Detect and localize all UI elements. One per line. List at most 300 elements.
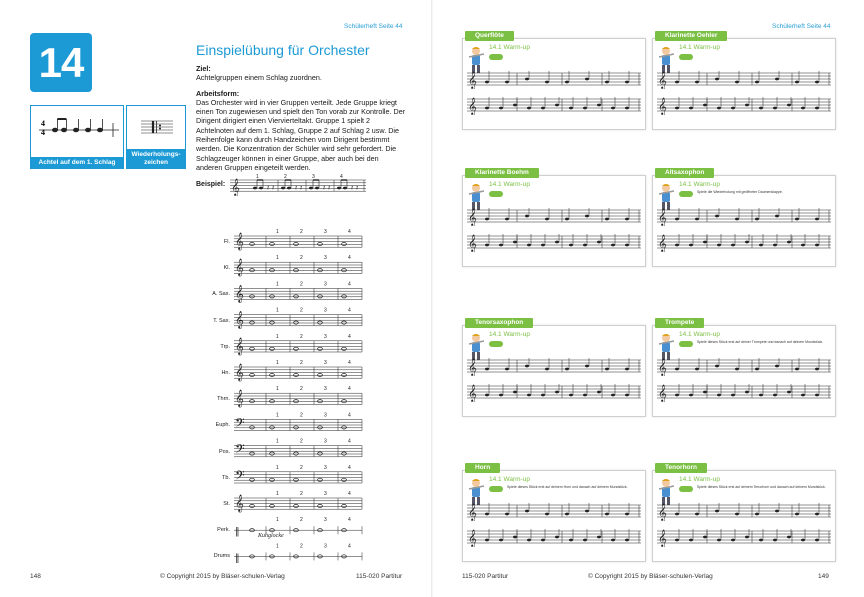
- note: [485, 368, 489, 371]
- instrument-label: Euph.: [215, 422, 230, 429]
- note: [745, 536, 749, 539]
- note: [597, 104, 601, 107]
- note: [583, 394, 587, 397]
- note: [625, 81, 629, 84]
- instrument-label: Thrn.: [217, 396, 230, 403]
- beat-number: 2: [300, 438, 303, 445]
- note: [485, 244, 489, 247]
- treble-clef-icon: 𝄞: [468, 97, 477, 115]
- clef-icon: 𝄞: [235, 232, 244, 250]
- concept-eighths-first-beat: [30, 105, 124, 169]
- whole-note: [342, 504, 347, 507]
- exercise-staff: [467, 503, 641, 521]
- instrument-label: Tb.: [222, 474, 230, 481]
- right-page: [432, 0, 864, 597]
- score-staff: [234, 465, 362, 486]
- clef-icon: 𝄢: [235, 441, 245, 460]
- rest-icon: 𝄽: [356, 185, 359, 192]
- whole-note: [342, 347, 347, 350]
- exercise-staff: [467, 208, 641, 226]
- note: [717, 107, 721, 110]
- note: [815, 81, 819, 84]
- beat-number: 3: [324, 255, 327, 262]
- beat-number: 3: [324, 360, 327, 366]
- note: [545, 368, 549, 371]
- whole-note: [318, 373, 323, 376]
- note: [625, 218, 629, 221]
- treble-clef-icon: 𝄞: [658, 384, 667, 402]
- whole-note: [342, 295, 347, 298]
- whole-note: [342, 478, 347, 481]
- beat-number: 3: [324, 333, 327, 340]
- instrument-name: Trompete: [655, 318, 704, 328]
- whole-note: [270, 321, 275, 324]
- exercise-instruction: Spiele dieses Stück erst auf deinem Tenorhorn und danach auf deinem Mundstück.: [697, 485, 826, 489]
- instrument-label: Kl.: [223, 265, 230, 272]
- warmup-title: 14.1 Warm-up: [679, 181, 720, 188]
- note: [759, 244, 763, 247]
- note: [499, 244, 503, 247]
- note: [565, 81, 569, 84]
- goal-label: Ziel:: [196, 64, 211, 73]
- copyright-right: © Copyright 2015 by Bläser-schulen-Verlag: [588, 573, 713, 580]
- note: [689, 539, 693, 542]
- note: [703, 104, 707, 107]
- instrument-card: [462, 32, 646, 130]
- note: [695, 218, 699, 221]
- instrument-label: Perk.: [217, 527, 230, 534]
- warmup-title: 14.1 Warm-up: [489, 476, 530, 483]
- whole-note: [250, 504, 255, 507]
- concept-label: Wiederholungs-zeichen: [127, 149, 185, 168]
- beat-number: 2: [300, 517, 303, 524]
- note: [715, 365, 719, 368]
- audio-cd-icon: [489, 341, 503, 347]
- note: [513, 391, 517, 394]
- note: [499, 539, 503, 542]
- beat-number: 2: [300, 412, 303, 419]
- note: [569, 107, 573, 110]
- warmup-title: 14.1 Warm-up: [679, 476, 720, 483]
- beat-number: 3: [324, 281, 327, 288]
- note: [745, 104, 749, 107]
- beat-number: 2: [300, 464, 303, 471]
- note: [513, 104, 517, 107]
- note: [773, 394, 777, 397]
- repeat-sign-icon: [127, 106, 185, 150]
- clef-icon: 𝄢: [235, 467, 245, 486]
- beat-number: 3: [324, 412, 327, 419]
- instrument-card: [652, 169, 836, 267]
- beat-number: 1: [276, 464, 279, 471]
- instrument-card: [462, 319, 646, 417]
- note: [545, 218, 549, 221]
- note: [527, 107, 531, 110]
- note: [505, 218, 509, 221]
- note: [555, 104, 559, 107]
- beat-number: 1: [276, 412, 279, 419]
- eighth-note: [259, 187, 263, 190]
- instrument-card: [652, 32, 836, 130]
- beat-number: 1: [276, 386, 279, 393]
- note: [801, 244, 805, 247]
- note: [775, 215, 779, 218]
- beat-number: 4: [348, 255, 351, 262]
- exercise-staff: [467, 97, 641, 115]
- note: [695, 368, 699, 371]
- whole-note: [342, 321, 347, 324]
- note: [605, 368, 609, 371]
- note: [715, 510, 719, 513]
- treble-clef-icon: 𝄞: [231, 178, 240, 196]
- svg-text:4: 4: [41, 128, 45, 137]
- note: [505, 368, 509, 371]
- note: [583, 539, 587, 542]
- svg-text:4: 4: [41, 119, 45, 128]
- whole-note: [294, 504, 299, 507]
- note: [555, 536, 559, 539]
- note: [695, 81, 699, 84]
- note: [815, 107, 819, 110]
- concept-boxes: [30, 105, 186, 169]
- note: [555, 241, 559, 244]
- whole-note: [318, 321, 323, 324]
- audio-cd-icon: [489, 191, 503, 197]
- score-staff: [234, 491, 362, 512]
- whole-note: [250, 426, 255, 429]
- treble-clef-icon: 𝄞: [658, 358, 667, 376]
- beat-number: 4: [348, 360, 351, 366]
- rest-icon: 𝄽: [295, 185, 298, 192]
- beat-number: 3: [324, 464, 327, 471]
- note: [801, 107, 805, 110]
- beat-number: 2: [300, 229, 303, 235]
- note: [597, 391, 601, 394]
- treble-clef-icon: 𝄞: [658, 208, 667, 226]
- exercise-staff: [467, 71, 641, 89]
- note: [625, 539, 629, 542]
- treble-clef-icon: 𝄞: [658, 97, 667, 115]
- note: [505, 513, 509, 516]
- note: [787, 536, 791, 539]
- page-number-left: 148: [30, 573, 41, 580]
- score-staff: [234, 334, 362, 355]
- example-staff: [196, 174, 371, 196]
- whole-note: [342, 242, 347, 245]
- note: [485, 81, 489, 84]
- note: [525, 215, 529, 218]
- instrument-name: Tenorhorn: [655, 463, 707, 473]
- note: [715, 215, 719, 218]
- score-staff: [234, 360, 362, 381]
- beat-number: 4: [348, 412, 351, 419]
- instrument-label: Trp.: [220, 343, 230, 350]
- note: [485, 513, 489, 516]
- note: [675, 539, 679, 542]
- note: [597, 241, 601, 244]
- beat-number: 2: [300, 543, 303, 550]
- note: [605, 218, 609, 221]
- audio-cd-icon: [679, 486, 693, 492]
- note: [795, 513, 799, 516]
- note: [717, 539, 721, 542]
- treble-clef-icon: 𝄞: [658, 234, 667, 252]
- warmup-title: 14.1 Warm-up: [489, 44, 530, 51]
- beat-number: 2: [300, 333, 303, 340]
- note: [485, 539, 489, 542]
- method-label: Arbeitsform:: [196, 88, 240, 98]
- whole-note: [294, 452, 299, 455]
- instrument-label: Fl.: [223, 239, 230, 245]
- note: [585, 510, 589, 513]
- treble-clef-icon: 𝄞: [468, 71, 477, 89]
- instrument-card: [462, 169, 646, 267]
- whole-note: [318, 269, 323, 272]
- score-staff: [234, 386, 362, 407]
- whole-note: [270, 504, 275, 507]
- audio-cd-icon: [489, 486, 503, 492]
- note: [625, 244, 629, 247]
- note: [773, 539, 777, 542]
- beat-number: 4: [348, 229, 351, 235]
- note: [745, 241, 749, 244]
- note: [611, 394, 615, 397]
- beat-number: 1: [276, 255, 279, 262]
- note: [689, 394, 693, 397]
- note: [675, 107, 679, 110]
- note: [703, 536, 707, 539]
- eighth-note: [315, 187, 319, 190]
- whole-note: [318, 478, 323, 481]
- note: [625, 394, 629, 397]
- note: [731, 394, 735, 397]
- whole-note: [294, 426, 299, 429]
- note: [541, 539, 545, 542]
- note: [527, 394, 531, 397]
- whole-note: [250, 269, 255, 272]
- whole-note: [250, 347, 255, 350]
- method-text: Das Orchester wird in vier Gruppen verteilt. Jede Gruppe kriegt einen Ton zugewiesen und spielt den Ton vorab zur Kontrolle. Der Dirigent dirigiert einen Viervierteltakt. Gruppe 1 spielt 2 Achtelnoten auf dem 1. Schlag, Gruppe 2 auf Schlag 2 usw. Die Reihenfolge kann durch Handzeichen vom Dirigent bestimmt werden. Die Konzentration der Schüler wird sehr gefordert. Die Schlagzeuger können in einer Gruppe, aber auch bei den anderen Gruppen eingeteilt werden.: [196, 97, 406, 172]
- note: [541, 394, 545, 397]
- audio-cd-icon: [489, 54, 503, 60]
- rest-icon: 𝄽: [267, 185, 270, 192]
- note: [675, 218, 679, 221]
- beat-number: 1: [276, 543, 279, 550]
- note: [541, 107, 545, 110]
- note: [715, 78, 719, 81]
- example-notation: [230, 174, 370, 196]
- note: [755, 81, 759, 84]
- clef-icon: ‖: [235, 527, 240, 538]
- note: [755, 513, 759, 516]
- warmup-title: 14.1 Warm-up: [679, 331, 720, 338]
- whole-note: [342, 373, 347, 376]
- whole-note: [318, 242, 323, 245]
- treble-clef-icon: 𝄞: [658, 503, 667, 521]
- treble-clef-icon: 𝄞: [468, 208, 477, 226]
- note: [611, 244, 615, 247]
- whole-note: [270, 347, 275, 350]
- goal-text: Achtelgruppen einem Schlag zuordnen.: [196, 73, 322, 83]
- note: [815, 539, 819, 542]
- warmup-title: 14.1 Warm-up: [679, 44, 720, 51]
- note: [525, 510, 529, 513]
- whole-note: [318, 452, 323, 455]
- exercise-staff: [657, 503, 831, 521]
- whole-note: [270, 269, 275, 272]
- score-staff: [234, 517, 362, 540]
- note: [815, 218, 819, 221]
- note: [731, 539, 735, 542]
- note: [703, 391, 707, 394]
- instrument-label: Drums: [213, 553, 230, 560]
- note: [499, 394, 503, 397]
- clef-icon: 𝄞: [235, 284, 244, 303]
- note: [759, 539, 763, 542]
- note: [787, 391, 791, 394]
- instrument-name: Querflöte: [465, 31, 514, 41]
- note: [735, 81, 739, 84]
- eighth-note: [287, 187, 291, 190]
- whole-note: [250, 478, 255, 481]
- beat-number: 1: [276, 491, 279, 497]
- note: [545, 81, 549, 84]
- exercise-instruction: Spiele die Wiederholung mit geöffneter Daumenklappe.: [697, 190, 783, 194]
- note: [625, 107, 629, 110]
- copyright-left: © Copyright 2015 by Bläser-schulen-Verlag: [160, 573, 285, 580]
- note: [513, 536, 517, 539]
- note: [717, 244, 721, 247]
- note: [775, 365, 779, 368]
- exercise-staff: [467, 384, 641, 402]
- treble-clef-icon: 𝄞: [658, 529, 667, 547]
- note: [625, 513, 629, 516]
- whole-note: [342, 400, 347, 403]
- instrument-label: Pos.: [218, 448, 230, 455]
- beat-number: 2: [300, 360, 303, 366]
- whole-note: [342, 269, 347, 272]
- note: [527, 244, 531, 247]
- exercise-staff: [467, 529, 641, 547]
- beat-number: 4: [348, 333, 351, 340]
- instrument-card: [462, 464, 646, 562]
- whole-note: [318, 347, 323, 350]
- rhythm-notation-icon: [31, 106, 123, 150]
- note: [555, 391, 559, 394]
- rest-icon: 𝄽: [323, 185, 326, 192]
- note: [775, 510, 779, 513]
- beat-number: 4: [348, 543, 351, 550]
- score-notation: [232, 224, 372, 564]
- beat-number: 1: [276, 307, 279, 314]
- student-book-reference: Schülerheft Seite 44: [772, 23, 831, 30]
- beat-number: 3: [324, 438, 327, 445]
- edition-code-left: 115-020 Partitur: [356, 573, 403, 580]
- whole-note: [250, 242, 255, 245]
- whole-note: [270, 426, 275, 429]
- beat-number: 4: [348, 386, 351, 393]
- whole-note: [270, 452, 275, 455]
- warmup-title: 14.1 Warm-up: [489, 181, 530, 188]
- instrument-card: [652, 319, 836, 417]
- instrument-label: A. Sax.: [212, 291, 230, 298]
- beat-number: 3: [324, 386, 327, 393]
- note: [801, 539, 805, 542]
- whole-note: [294, 347, 299, 350]
- note: [585, 215, 589, 218]
- note: [585, 78, 589, 81]
- exercise-staff: [467, 358, 641, 376]
- note: [815, 368, 819, 371]
- beat-number: 4: [348, 307, 351, 314]
- instrument-name: Klarinette Boehm: [465, 168, 539, 178]
- instrument-label: Hn.: [221, 370, 230, 376]
- instrument-label: T. Sax.: [213, 317, 230, 324]
- beat-number: 1: [256, 174, 259, 180]
- beat-number: 2: [300, 281, 303, 288]
- beat-number: 2: [300, 255, 303, 262]
- beat-number: 3: [324, 543, 327, 550]
- score-staff: [234, 412, 362, 433]
- exercise-instruction: Spiele dieses Stück erst auf deiner Trompete und danach auf deinem Mundstück.: [697, 340, 824, 344]
- treble-clef-icon: 𝄞: [658, 71, 667, 89]
- orchestra-score: [200, 224, 370, 564]
- score-staff: [234, 439, 362, 460]
- whole-note: [294, 400, 299, 403]
- exercise-staff: [657, 97, 831, 115]
- lesson-description: [196, 64, 406, 172]
- whole-note: [270, 478, 275, 481]
- exercise-staff: [657, 208, 831, 226]
- beat-number: 4: [348, 464, 351, 471]
- whole-note: [318, 426, 323, 429]
- exercise-staff: [657, 529, 831, 547]
- note: [545, 513, 549, 516]
- note: [675, 244, 679, 247]
- exercise-staff: [657, 71, 831, 89]
- whole-note: [294, 373, 299, 376]
- treble-clef-icon: 𝄞: [468, 234, 477, 252]
- student-book-reference: Schülerheft Seite 44: [344, 23, 403, 30]
- whole-note: [270, 295, 275, 298]
- beat-number: 4: [348, 438, 351, 445]
- treble-clef-icon: 𝄞: [468, 384, 477, 402]
- treble-clef-icon: 𝄞: [468, 529, 477, 547]
- note: [565, 513, 569, 516]
- note: [787, 241, 791, 244]
- note: [525, 78, 529, 81]
- note: [815, 244, 819, 247]
- note: [583, 107, 587, 110]
- beat-number: 2: [300, 386, 303, 393]
- note: [611, 107, 615, 110]
- note: [735, 368, 739, 371]
- note: [703, 241, 707, 244]
- note: [675, 394, 679, 397]
- note: [565, 368, 569, 371]
- whole-note: [250, 452, 255, 455]
- whole-note: [270, 242, 275, 245]
- eighth-note: [343, 187, 347, 190]
- beat-number: 3: [324, 229, 327, 235]
- whole-note: [318, 504, 323, 507]
- note: [695, 513, 699, 516]
- clef-icon: 𝄢: [235, 415, 245, 434]
- note: [675, 368, 679, 371]
- clef-icon: 𝄞: [235, 363, 244, 381]
- treble-clef-icon: 𝄞: [468, 503, 477, 521]
- whole-note: [318, 295, 323, 298]
